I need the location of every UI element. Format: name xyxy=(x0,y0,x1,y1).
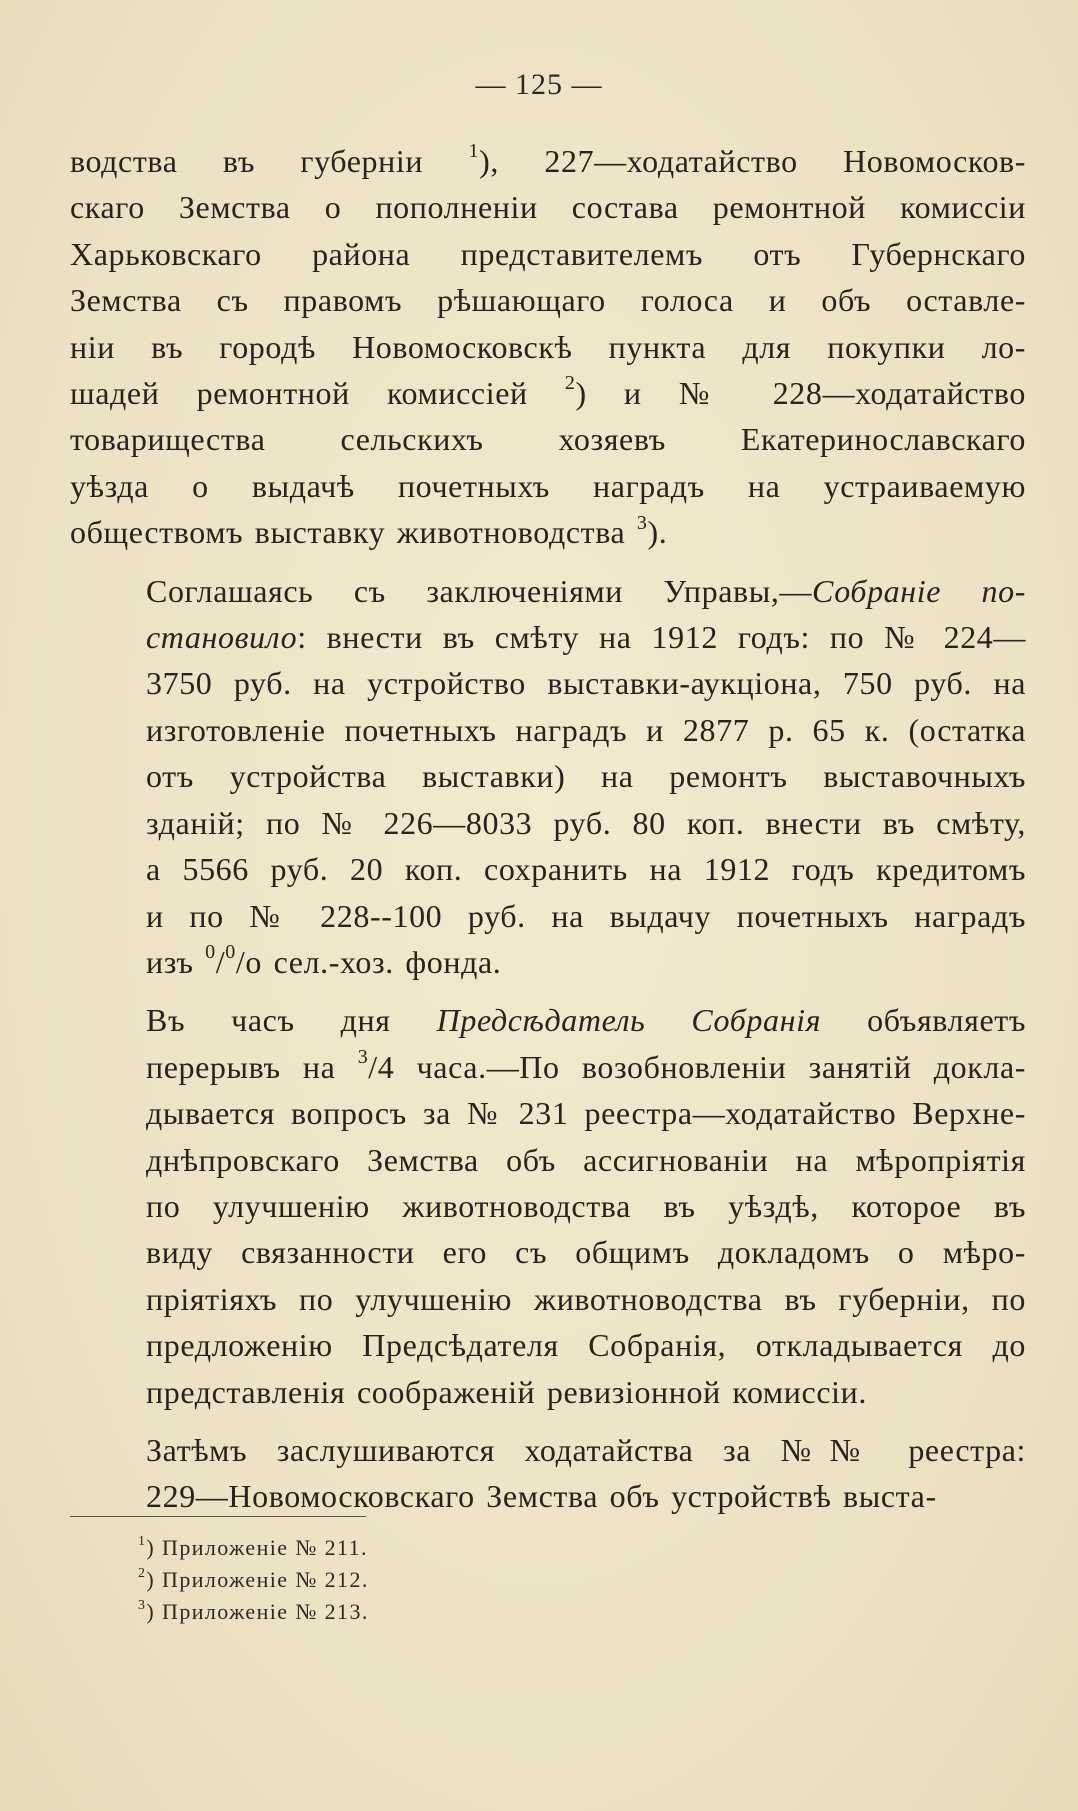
text-segment: Земства съ правомъ рѣшающаго голоса и объ оставле- xyxy=(70,282,1026,319)
text-segment: виду связанности его съ общимъ докладомъ о мѣро- xyxy=(146,1234,1026,1271)
paragraph xyxy=(70,138,1026,556)
text-segment: шадей ремонтной комиссіей xyxy=(70,375,565,412)
text-line xyxy=(70,463,1026,509)
footnote-number: 3 xyxy=(138,1597,147,1613)
text-segment: Въ часъ дня xyxy=(146,1002,437,1039)
text-line xyxy=(70,184,1026,230)
text-line xyxy=(70,277,1026,323)
footnote xyxy=(138,1532,369,1564)
text-segment: днѣпровскаго Земства объ ассигнованіи на мѣропріятія xyxy=(146,1141,1026,1178)
text-segment: ), 227—ходатайство Новомосков- xyxy=(479,143,1027,179)
text-segment: уѣзда о выдачѣ почетныхъ наградъ на устраиваемую xyxy=(70,467,1026,504)
text-line xyxy=(70,370,1026,416)
text-line xyxy=(70,509,1026,555)
paragraph xyxy=(70,568,1026,986)
text-line xyxy=(70,324,1026,370)
text-segment: обществомъ выставку животноводства xyxy=(70,514,637,551)
text-segment: и по № 228--100 руб. на выдачу почетныхъ наградъ xyxy=(146,897,1026,934)
footnote-number: 2 xyxy=(138,1565,147,1581)
text-line xyxy=(70,1044,1026,1090)
body-text xyxy=(70,138,1026,1532)
text-segment: зданій; по № 226—8033 руб. 80 коп. внести въ смѣту, xyxy=(146,804,1026,841)
italic-text: становило xyxy=(146,619,298,656)
text-segment: по улучшенію животноводства въ уѣздѣ, которое въ xyxy=(146,1187,1026,1224)
text-segment: а 5566 руб. 20 коп. сохранить на 1912 годъ кредитомъ xyxy=(146,851,1026,888)
footnote xyxy=(138,1596,369,1628)
text-segment: Затѣмъ заслушиваются ходатайства за №№ реестра: xyxy=(146,1431,1026,1468)
italic-text: Собраніе по- xyxy=(812,572,1027,609)
text-line xyxy=(70,1229,1026,1275)
text-line xyxy=(70,1183,1026,1229)
text-line xyxy=(70,846,1026,892)
text-line xyxy=(70,707,1026,753)
footnote-text: ) Приложеніе № 213. xyxy=(146,1599,369,1624)
footnote-text: ) Приложеніе № 212. xyxy=(146,1567,369,1592)
paragraph xyxy=(70,997,1026,1415)
footnote-text: ) Приложеніе № 211. xyxy=(146,1535,368,1560)
text-segment: изъ xyxy=(146,943,206,980)
text-line xyxy=(70,997,1026,1043)
footnote xyxy=(138,1564,369,1596)
footnote-divider xyxy=(70,1516,366,1517)
text-line xyxy=(70,1473,1026,1519)
text-segment: 3750 руб. на устройство выставки-аукціона, 750 руб. на xyxy=(146,665,1026,702)
text-line xyxy=(70,939,1026,985)
text-line xyxy=(70,893,1026,939)
text-segment: изготовленіе почетныхъ наградъ и 2877 р. 65 к. (остатка xyxy=(146,711,1026,748)
text-segment: ) и № 228—ходатайство xyxy=(575,375,1026,412)
text-line xyxy=(70,1276,1026,1322)
italic-text: Предсѣдатель Собранія xyxy=(436,1002,822,1039)
footnote-marker: 3 xyxy=(636,511,648,534)
text-segment: отъ устройства выставки) на ремонтъ выставочныхъ xyxy=(146,758,1026,795)
text-segment: товарищества сельскихъ хозяевъ Екатеринославскаго xyxy=(70,421,1026,458)
text-segment: ). xyxy=(647,514,668,551)
text-segment: дывается вопросъ за № 231 реестра—ходатайство Верхне- xyxy=(146,1095,1026,1132)
text-segment: скаго Земства о пополненіи состава ремонтной комиссіи xyxy=(70,189,1026,226)
text-line xyxy=(70,800,1026,846)
text-segment: водства въ губерніи xyxy=(70,143,469,179)
text-line xyxy=(70,1427,1026,1473)
footnote-number: 1 xyxy=(138,1533,147,1549)
text-segment: /4 часа.—По возобновленіи занятій докла- xyxy=(368,1048,1027,1085)
text-line xyxy=(70,416,1026,462)
text-segment: Харьковскаго района представителемъ отъ Губернскаго xyxy=(70,235,1026,272)
text-line xyxy=(70,231,1026,277)
footnote-marker: 3 xyxy=(357,1046,369,1069)
text-segment: Соглашаясь съ заключеніями Управы,— xyxy=(146,572,813,609)
footnotes xyxy=(138,1532,369,1628)
text-line xyxy=(70,138,1026,184)
text-segment: пріятіяхъ по улучшенію животноводства въ губерніи, по xyxy=(146,1280,1026,1317)
text-line xyxy=(70,1322,1026,1368)
footnote-marker: 2 xyxy=(564,372,576,395)
text-segment: : внести въ смѣту на 1912 годъ: по № 224— xyxy=(297,619,1026,656)
text-line xyxy=(70,614,1026,660)
text-line xyxy=(70,753,1026,799)
text-segment: ніи въ городѣ Новомосковскѣ пункта для покупки ло- xyxy=(70,328,1026,365)
footnote-marker: 0 xyxy=(205,941,216,964)
text-segment: объявляетъ xyxy=(821,1002,1026,1039)
text-segment: /o сел.-хоз. фонда. xyxy=(235,943,502,980)
text-segment: / xyxy=(215,943,226,980)
footnote-marker: 1 xyxy=(468,140,480,163)
paragraph xyxy=(70,1427,1026,1520)
text-segment: 229—Новомосковскаго Земства объ устройствѣ выста- xyxy=(146,1478,937,1515)
text-line xyxy=(70,660,1026,706)
page-number: — 125 — xyxy=(475,68,603,101)
text-segment: перерывъ на xyxy=(146,1048,358,1085)
text-line xyxy=(70,1137,1026,1183)
text-segment: представленія соображеній ревизіонной комиссіи. xyxy=(146,1373,867,1410)
text-line xyxy=(70,1090,1026,1136)
text-line xyxy=(70,1369,1026,1415)
text-segment: предложенію Предсѣдателя Собранія, откладывается до xyxy=(146,1327,1026,1364)
text-line xyxy=(70,568,1026,614)
footnote-marker: 0 xyxy=(225,941,236,964)
